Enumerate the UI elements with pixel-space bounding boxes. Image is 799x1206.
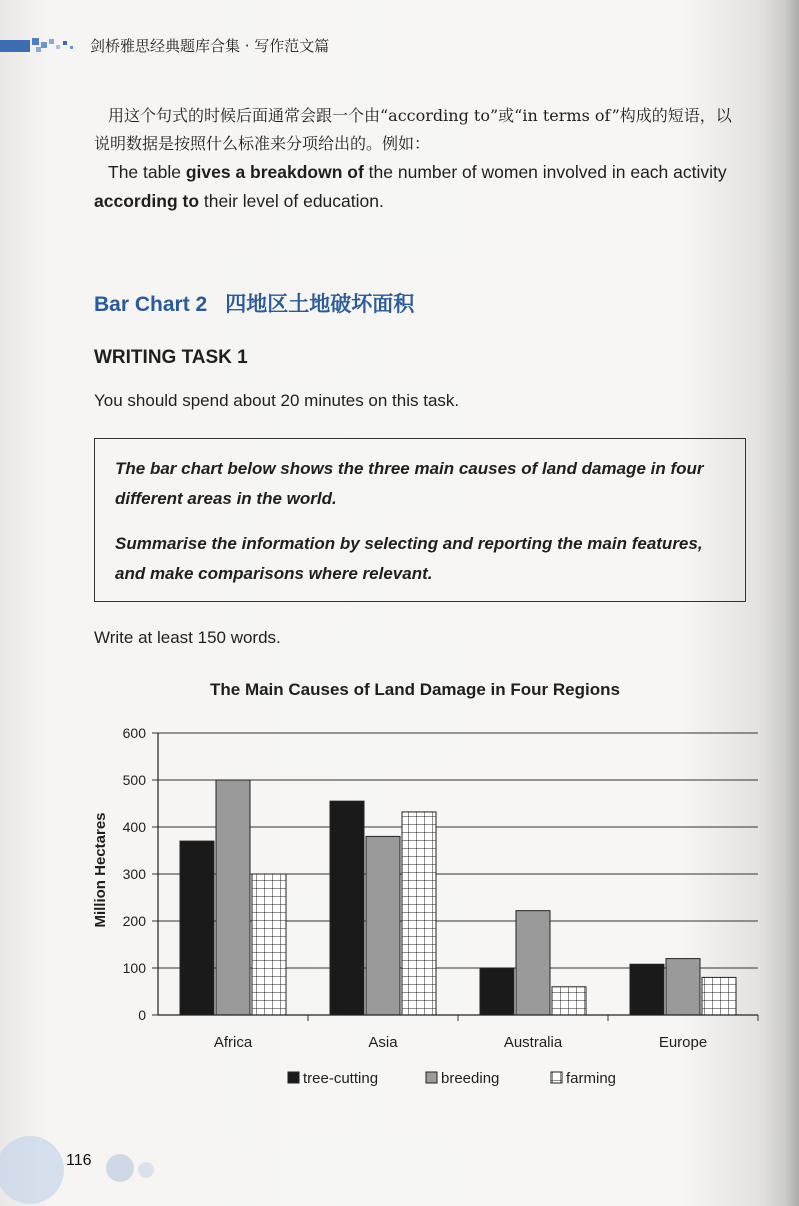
section-label: Bar Chart 2 [94, 293, 208, 316]
section-chinese-title: 四地区土地破坏面积 [225, 292, 415, 316]
x-tick-label: Australia [503, 1034, 563, 1051]
bar-tree-cutting-africa [180, 841, 214, 1015]
task-prompt-description: The bar chart below shows the three main causes of land damage in four different areas in the world. [115, 459, 704, 508]
x-tick-label: Europe [658, 1034, 708, 1051]
example-bold-phrase: according to [94, 191, 200, 211]
legend-swatch-tree-cutting [288, 1072, 299, 1083]
page-number: 116 [66, 1152, 92, 1169]
x-tick-label: Asia [368, 1034, 398, 1051]
y-tick-label: 0 [138, 1007, 146, 1023]
example-bold-phrase: gives a breakdown of [185, 162, 364, 182]
bar-tree-cutting-australia [480, 968, 514, 1015]
y-tick-label: 600 [122, 725, 146, 741]
bar-tree-cutting-asia [330, 801, 364, 1015]
bar-farming-europe [702, 977, 736, 1015]
example-text: The table [108, 162, 186, 182]
legend-label-tree-cutting: tree-cutting [303, 1070, 379, 1087]
header-title: 剑桥雅思经典题库合集 · 写作范文篇 [90, 37, 330, 55]
legend-label-breeding: breeding [441, 1070, 500, 1087]
word-count-instruction: Write at least 150 words. [94, 628, 281, 647]
task-heading: WRITING TASK 1 [94, 347, 248, 368]
task-instruction: You should spend about 20 minutes on this task. [94, 391, 460, 410]
bar-farming-asia [402, 812, 436, 1015]
bar-breeding-europe [666, 959, 700, 1015]
bar-farming-africa [252, 874, 286, 1015]
legend-label-farming: farming [566, 1070, 617, 1087]
task-prompt-summary: Summarise the information by selecting and reporting the main features, and make comparisons where relevant. [115, 534, 703, 583]
y-tick-label: 500 [122, 772, 146, 788]
x-tick-label: Africa [213, 1034, 253, 1051]
legend-swatch-farming [551, 1072, 562, 1083]
legend-swatch-breeding [426, 1072, 437, 1083]
y-tick-label: 300 [122, 866, 146, 882]
example-text: their level of education. [199, 191, 384, 211]
chart-title: The Main Causes of Land Damage in Four Regions [210, 680, 620, 699]
bar-tree-cutting-europe [630, 964, 664, 1015]
y-tick-label: 400 [122, 819, 146, 835]
bar-farming-australia [552, 987, 586, 1015]
bar-breeding-australia [516, 911, 550, 1015]
bar-breeding-africa [216, 780, 250, 1015]
bar-breeding-asia [366, 836, 400, 1015]
y-tick-label: 200 [122, 913, 146, 929]
intro-chinese-paragraph: 用这个句式的时候后面通常会跟一个由“according to”或“in terms of”构成的短语，以说明数据是按照什么标准来分项给出的。例如： [94, 106, 732, 153]
y-tick-label: 100 [122, 960, 146, 976]
example-text: the number of women involved in each activity [363, 162, 727, 182]
y-axis-label: Million Hectares [92, 812, 109, 928]
